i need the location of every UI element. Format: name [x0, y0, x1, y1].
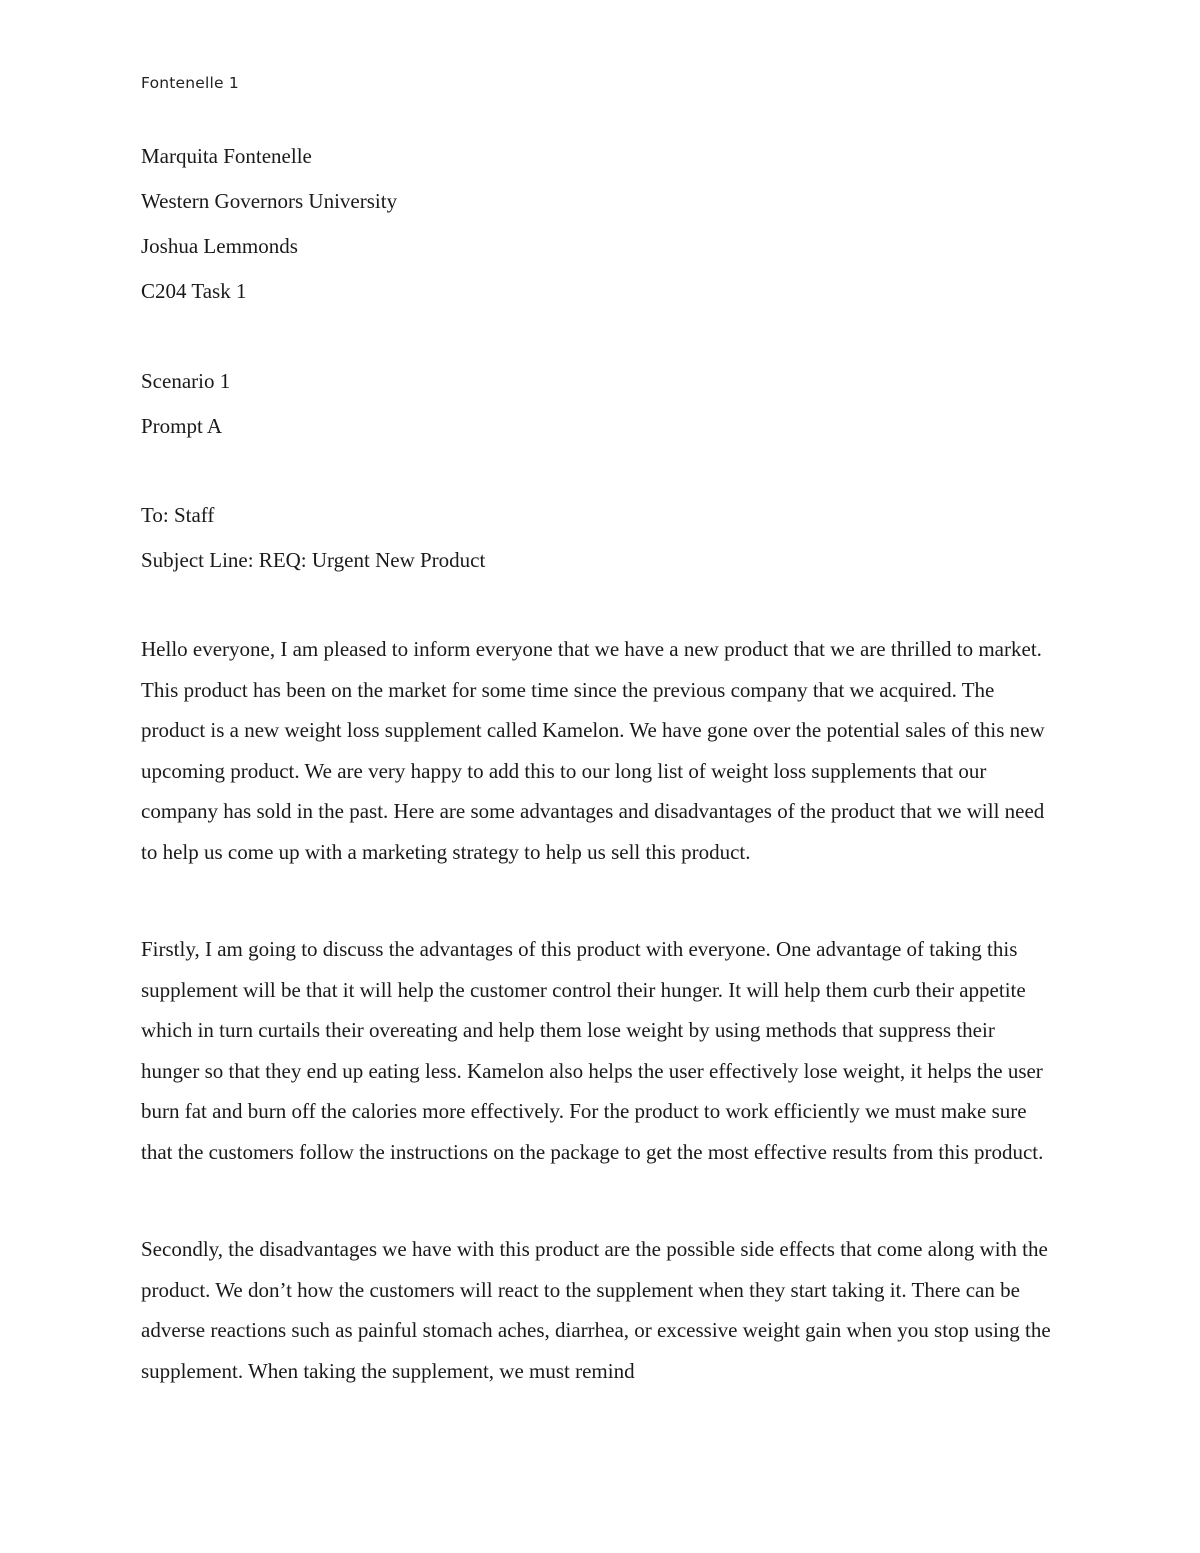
body-paragraph-advantages: Firstly, I am going to discuss the advantages of this product with everyone. One advantage of taking this supplement will be that it will help the customer control their hunger. It will help them curb their appetite which in turn curtails their overeating and help them lose weight by using methods that suppress their hunger so that they end up eating less. Kamelon also helps the user effectively lose weight, it helps the user burn fat and burn off the calories more effectively. For the product to work efficiently we must make sure that the customers follow the instructions on the package to get the most effective results from this product.	[141, 937, 1044, 1164]
running-header: Fontenelle 1	[141, 74, 239, 92]
scenario-label: Scenario 1	[141, 369, 231, 393]
body-paragraph-disadvantages: Secondly, the disadvantages we have with this product are the possible side effects that come along with the product. We don’t how the customers will react to the supplement when they start taking it. There can be adverse reactions such as painful stomach aches, diarrhea, or excessive weight gain when you stop using the supplement. When taking the supplement, we must remind	[141, 1237, 1051, 1383]
institution-name: Western Governors University	[141, 189, 398, 213]
instructor-name: Joshua Lemmonds	[141, 234, 298, 258]
body-paragraph-intro: Hello everyone, I am pleased to inform everyone that we have a new product that we are thrilled to market. This product has been on the market for some time since the previous company that we acquired. The product is a new weight loss supplement called Kamelon. We have gone over the potential sales of this new upcoming product. We are very happy to add this to our long list of weight loss supplements that our company has sold in the past. Here are some advantages and disadvantages of the product that we will need to help us come up with a marketing strategy to help us sell this product.	[141, 637, 1045, 864]
prompt-label: Prompt A	[141, 414, 223, 438]
author-name: Marquita Fontenelle	[141, 144, 312, 168]
memo-subject: Subject Line: REQ: Urgent New Product	[141, 548, 486, 572]
course-title: C204 Task 1	[141, 279, 247, 303]
memo-to: To: Staff	[141, 503, 215, 527]
